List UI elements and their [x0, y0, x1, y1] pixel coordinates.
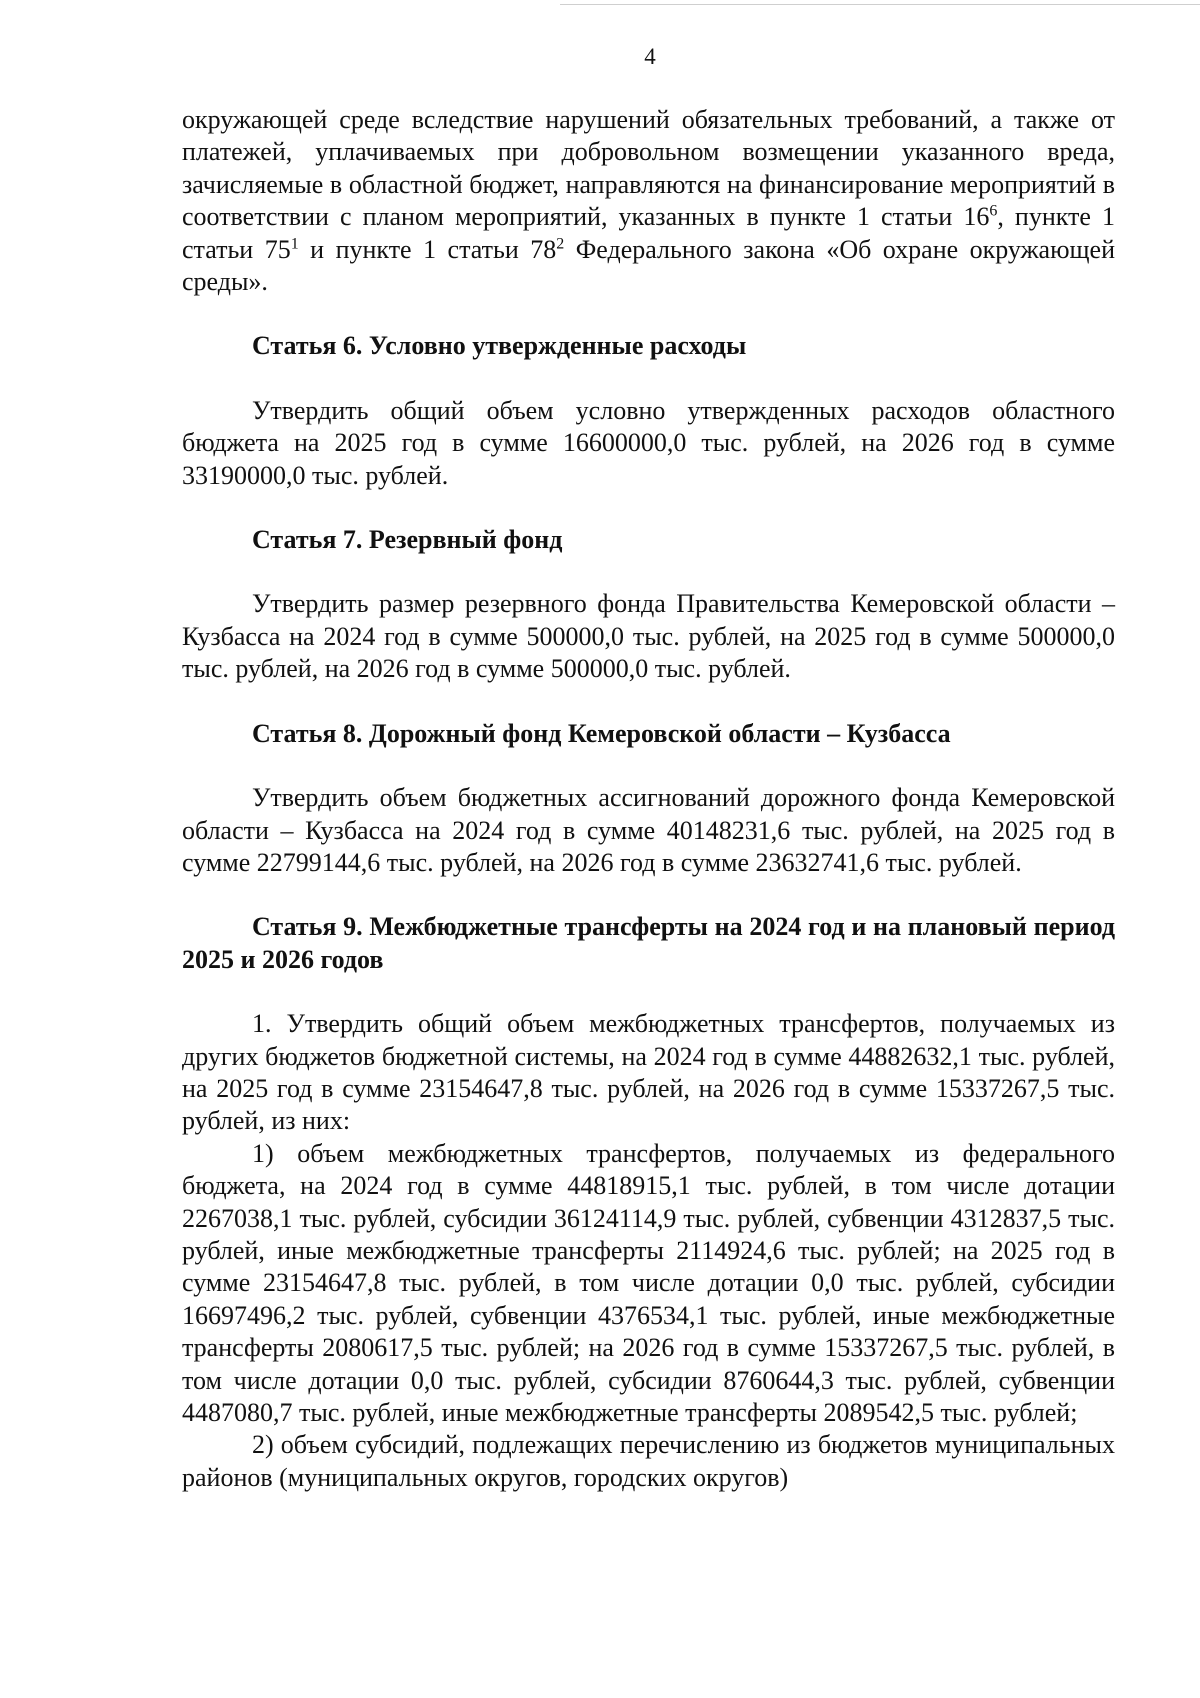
article-8-text: Утвердить объем бюджетных ассигнований дорожного фонда Кемеровской области – Кузбасса на 2024 год в сумме 40148231,6 тыс. рублей, на 2025 год в сумме 22799144,6 тыс. рублей, на 2026 год в сумме 23632741,6 тыс. рублей.	[182, 783, 1115, 877]
intro-text-d: Федерального закона «Об охране окружающей среды».	[182, 234, 1115, 297]
article-9-paragraph-3: 2) объем субсидий, подлежащих перечислению из бюджетов муниципальных районов (муниципальных округов, городских округов)	[182, 1430, 1115, 1492]
article-6-text: Утвердить общий объем условно утвержденных расходов областного бюджета на 2025 год в сумме 16600000,0 тыс. рублей, на 2026 год в сумме 33190000,0 тыс. рублей.	[182, 395, 1115, 490]
intro-text-a: окружающей среде вследствие нарушений обязательных требований, а также от платежей, уплачиваемых при добровольном возмещении указанного вреда, зачисляемые в областной бюджет, направляются на финансирование мероприятий в соответствии с планом мероприятий, указанных в пункте 1 статьи 16	[182, 105, 1115, 232]
article-9-title: Статья 9. Межбюджетные трансферты на 2024 год и на плановый период 2025 и 2026 годов	[182, 912, 1115, 974]
article-9-paragraph-2: 1) объем межбюджетных трансфертов, получаемых из федерального бюджета, на 2024 год в сумме 44818915,1 тыс. рублей, в том числе дотации 2267038,1 тыс. рублей, субсидии 36124114,9 тыс. рублей, субвенции 4312837,5 тыс. рублей, иные межбюджетные трансферты 2114924,6 тыс. рублей; на 2025 год в сумме 23154647,8 тыс. рублей, в том числе дотации 0,0 тыс. рублей, субсидии 16697496,2 тыс. рублей, субвенции 4376534,1 тыс. рублей, иные межбюджетные трансферты 2080617,5 тыс. рублей; на 2026 год в сумме 15337267,5 тыс. рублей, в том числе дотации 0,0 тыс. рублей, субсидии 8760644,3 тыс. рублей, субвенции 4487080,7 тыс. рублей, иные межбюджетные трансферты 2089542,5 тыс. рублей;	[182, 1138, 1115, 1427]
article-8-title: Статья 8. Дорожный фонд Кемеровской области – Кузбасса	[252, 718, 951, 748]
intro-sup-b: 1	[290, 234, 299, 252]
intro-text-b: , пункте 1 статьи 75	[182, 202, 1116, 264]
article-6-title: Статья 6. Условно утвержденные расходы	[252, 331, 747, 361]
intro-sup-c: 2	[556, 234, 565, 252]
intro-text-c: и пункте 1 статьи 78	[298, 234, 557, 264]
article-7-text: Утвердить размер резервного фонда Правительства Кемеровской области – Кузбасса на 2024 год в сумме 500000,0 тыс. рублей, на 2025 год в сумме 500000,0 тыс. рублей, на 2026 год в сумме 500000,0 тыс. рублей.	[182, 589, 1115, 684]
intro-paragraph	[182, 104, 1115, 298]
article-7-title: Статья 7. Резервный фонд	[252, 525, 563, 555]
top-border-line	[560, 4, 1200, 5]
article-9-paragraph-1: 1. Утвердить общий объем межбюджетных трансфертов, получаемых из других бюджетов бюджетной системы, на 2024 год в сумме 44882632,1 тыс. рублей, на 2025 год в сумме 23154647,8 тыс. рублей, на 2026 год в сумме 15337267,5 тыс. рублей, из них:	[182, 1009, 1115, 1136]
page-number: 4	[644, 44, 656, 69]
intro-sup-a: 6	[989, 202, 998, 220]
document-body	[182, 104, 1115, 1494]
